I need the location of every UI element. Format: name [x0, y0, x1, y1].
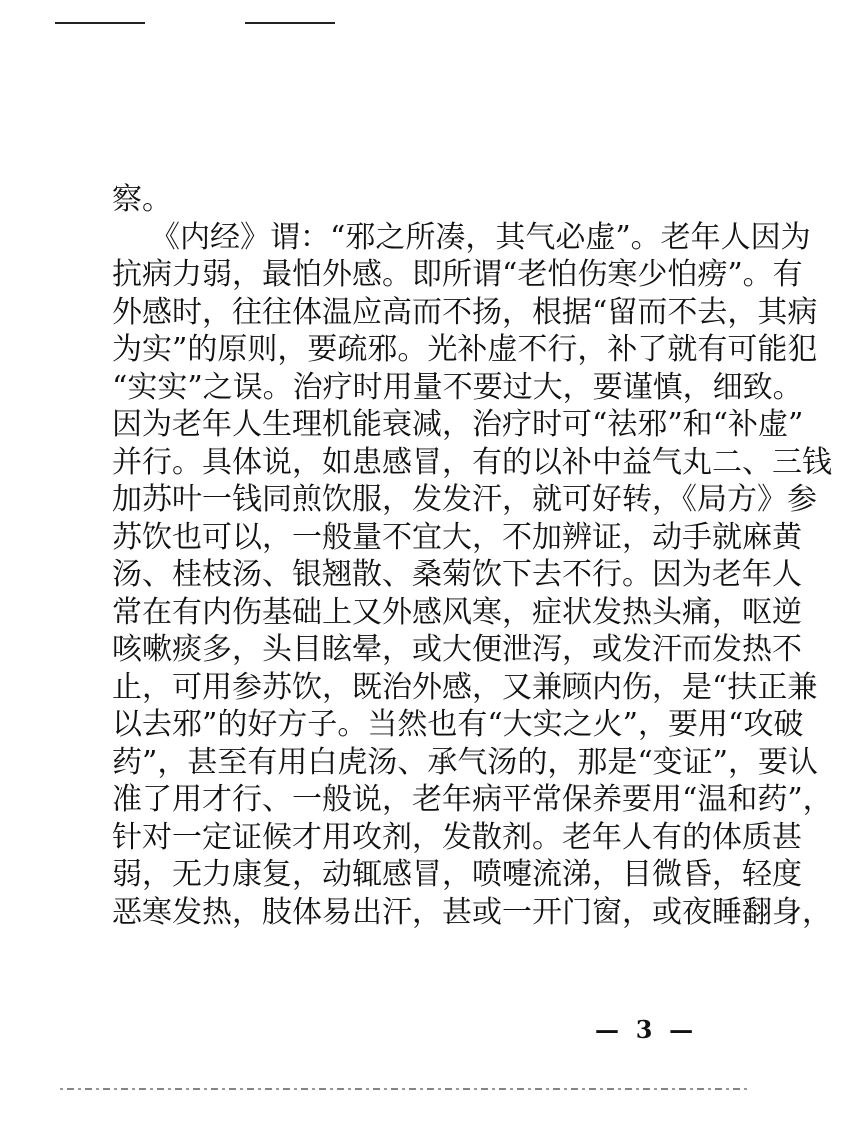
text-line: 准了用才行、一般说，老年病平常保养要用“温和药”，: [112, 782, 833, 817]
scan-edge-noise: [60, 1088, 750, 1090]
header-rule-left: [55, 22, 145, 24]
text-line: 加苏叶一钱同煎饮服，发发汗，就可好转，《局方》参: [112, 482, 817, 517]
text-line: 抗病力弱，最怕外感。即所谓“老怕伤寒少怕痨”。有: [112, 257, 803, 292]
text-line: 并行。具体说，如患感冒，有的以补中益气丸二、三钱: [112, 444, 832, 480]
text-line: 弱，无力康复，动辄感冒，喷嚏流涕，目微昏，轻度: [112, 857, 802, 892]
text-line: 《内经》谓：“邪之所凑，其气必虚”。老年人因为: [150, 219, 811, 255]
text-line: 为实”的原则，要疏邪。光补虚不行，补了就有可能犯: [112, 332, 818, 367]
text-line: 恶寒发热，肢体易出汗，甚或一开门窗，或夜睡翻身，: [112, 894, 832, 930]
text-line: 苏饮也可以，一般量不宜大，不加辨证，动手就麻黄: [112, 519, 802, 555]
text-line: 以去邪”的好方子。当然也有“大实之火”，要用“攻破: [112, 707, 804, 742]
text-line: 外感时，往往体温应高而不扬，根据“留而不去，其病: [112, 294, 818, 330]
text-line: “实实”之误。治疗时用量不要过大，要谨慎，细致。: [112, 369, 803, 405]
text-line: 常在有内伤基础上又外感风寒，症状发热头痛，呕逆: [112, 594, 802, 630]
page-number: — 3 —: [595, 1015, 694, 1044]
header-rule-right: [245, 22, 335, 24]
text-line: 因为老年人生理机能衰减，治疗时可“祛邪”和“补虚”: [112, 407, 804, 442]
text-line: 咳嗽痰多，头目眩晕，或大便泄泻，或发汗而发热不: [112, 632, 802, 667]
text-line: 针对一定证候才用攻剂，发散剂。老年人有的体质甚: [112, 819, 802, 855]
text-line: 药”，甚至有用白虎汤、承气汤的，那是“变证”，要认: [112, 744, 819, 780]
text-line: 汤、桂枝汤、银翘散、桑菊饮下去不行。因为老年人: [112, 557, 802, 592]
text-line: 止，可用参苏饮，既治外感，又兼顾内伤，是“扶正兼: [112, 669, 818, 705]
text-line: 察。: [112, 182, 172, 217]
